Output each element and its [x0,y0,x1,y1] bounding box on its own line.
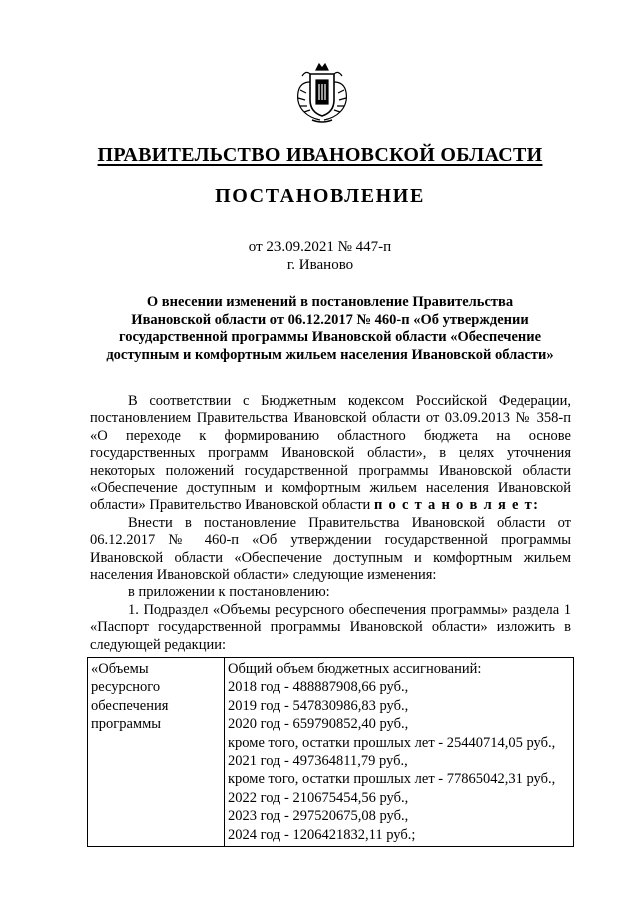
label-line: «Объемы [91,661,149,677]
funding-line: кроме того, остатки прошлых лет - 25440714,05 руб., [228,734,556,751]
paragraph-item-1: 1. Подраздел «Объемы ресурсного обеспечения программы» раздела 1 «Паспорт государственной программы Ивановской области» изложить в следующей редакции: [90,601,571,653]
subject-line: Ивановской области от 06.12.2017 № 460-п «Об утверждении [131,311,529,328]
label-line: ресурсного [91,679,161,696]
table-row [88,658,574,847]
document-type: ПОСТАНОВЛЕНИЕ [215,185,425,207]
funding-line: 2022 год - 210675454,56 руб., [228,789,409,806]
subject-line: доступным и комфортным жильем населения Ивановской области» [106,346,554,363]
funding-line: 2024 год - 1206421832,11 руб.; [228,826,416,843]
funding-line: 2018 год - 488887908,66 руб., [228,679,409,696]
funding-table [87,657,574,847]
paragraph-annex: в приложении к постановлению: [128,584,330,601]
government-title: ПРАВИТЕЛЬСТВО ИВАНОВСКОЙ ОБЛАСТИ [97,144,543,166]
funding-values-cell [225,658,574,847]
subject-line: О внесении изменений в постановление Правительства [146,294,514,310]
funding-label-cell [88,658,225,847]
label-line: обеспечения [91,697,169,714]
funding-line: 2020 год - 659790852,40 руб., [228,716,409,733]
paragraph-amend: Внести в постановление Правительства Ивановской области от 06.12.2017 № 460-п «Об утверждении государственной программы Ивановской области «Обеспечение доступным и комфортным жильем населения Ивановской области» следующие изменения: [90,514,571,584]
decree-subject [80,294,580,364]
preamble-text: В соответствии с Бюджетным кодексом Российской Федерации, постановлением Правительства Ивановской области от 03.09.2013 № 358-п «О переходе к формированию областного бюджета на основе государственных программ Ивановской области», в целях уточнения некоторых положений государственной программы Ивановской области «Обеспечение доступным и комфортным жильем населения Ивановской области» Правительство Ивановской области [90,393,571,514]
date-number: от 23.09.2021 № 447-п [248,239,392,255]
date-block [0,238,640,274]
subject-line: государственной программы Ивановской области «Обеспечение [118,329,542,345]
funding-line: Общий объем бюджетных ассигнований: [228,661,482,677]
funding-line: 2023 год - 297520675,08 руб., [228,808,409,825]
coat-of-arms-icon [292,60,352,126]
resolves-verb: п о с т а н о в л я е т: [373,497,540,514]
label-line: программы [91,716,161,733]
city: г. Иваново [286,257,354,273]
funding-line: 2019 год - 547830986,83 руб., [228,697,409,714]
funding-line: 2021 год - 497364811,79 руб., [228,753,408,770]
funding-line: кроме того, остатки прошлых лет - 77865042,31 руб., [228,771,556,788]
paragraph-preamble [90,393,571,515]
decree-body [90,393,571,654]
